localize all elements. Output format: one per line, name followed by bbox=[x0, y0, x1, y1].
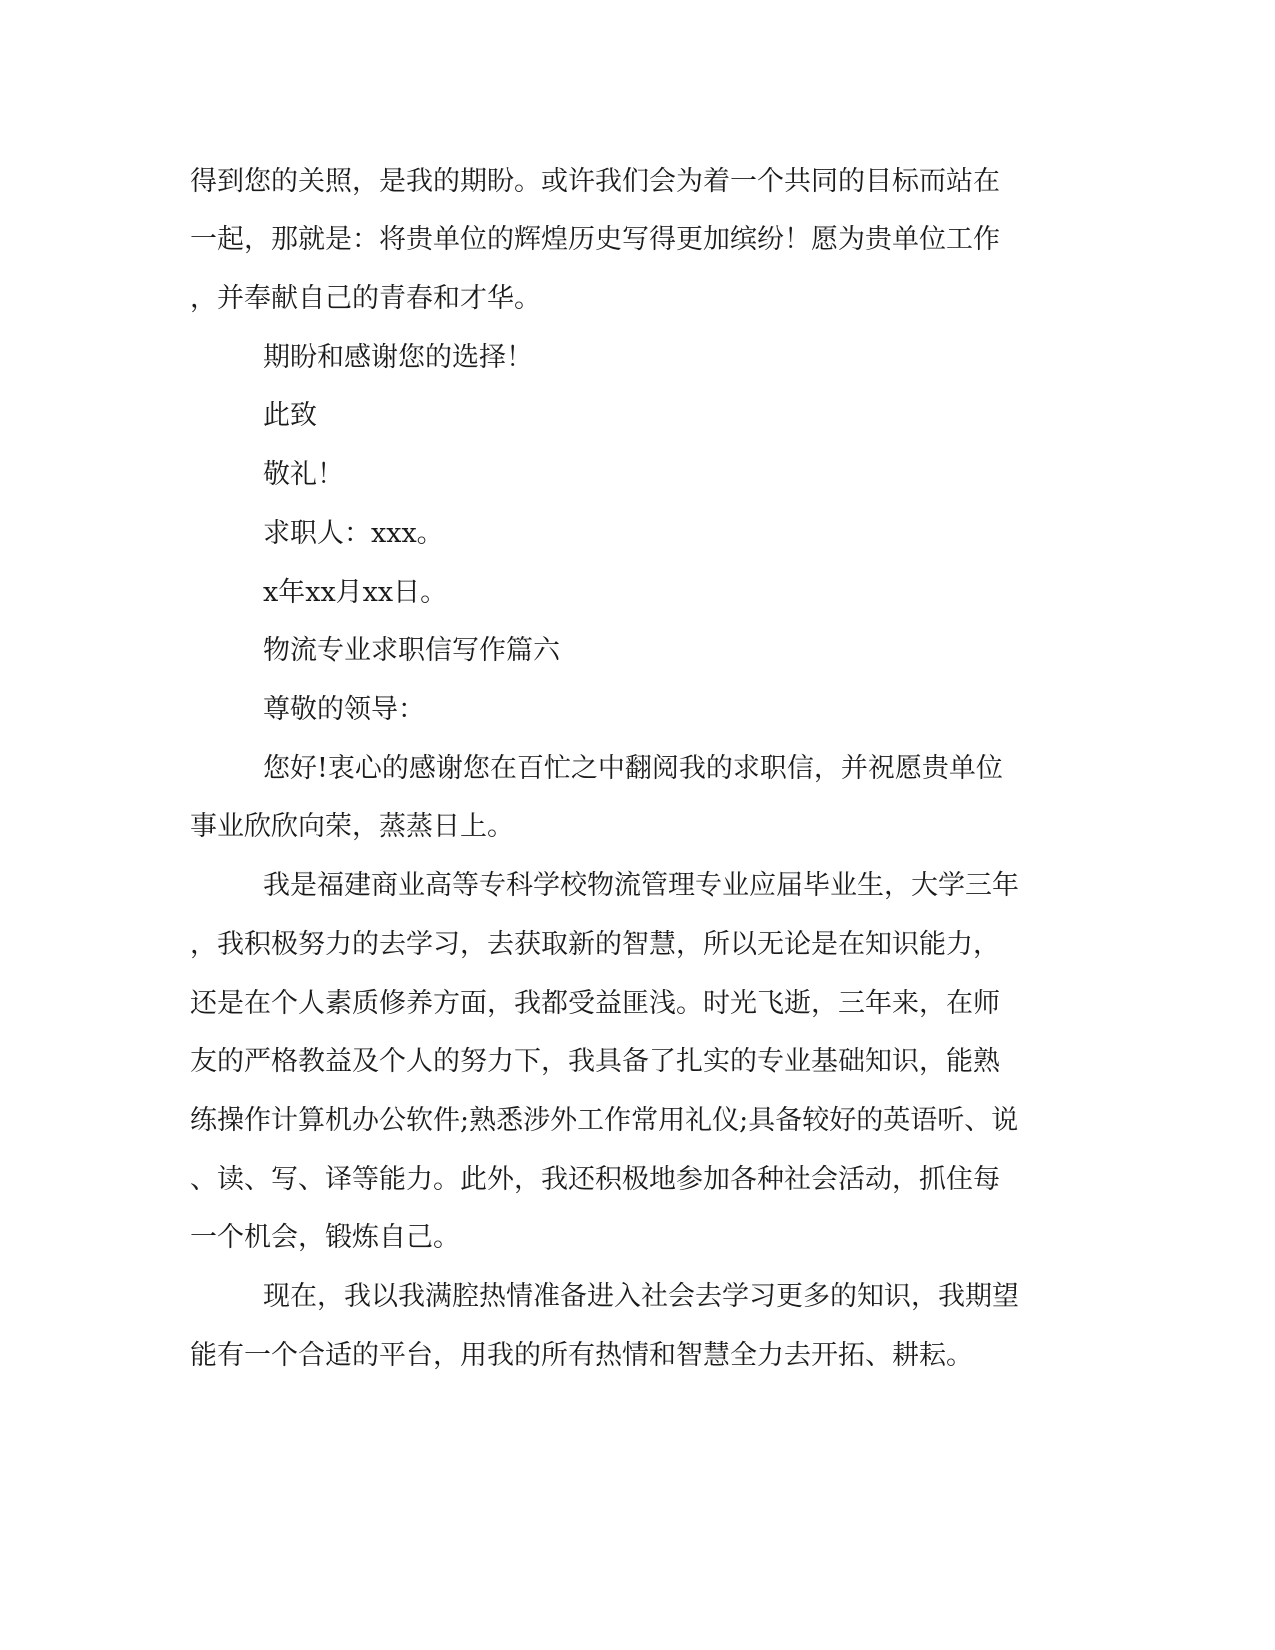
paragraph-line: 还是在个人素质修养方面，我都受益匪浅。时光飞逝，三年来，在师 bbox=[190, 988, 1000, 1019]
paragraph-line: ，我积极努力的去学习，去获取新的智慧，所以无论是在知识能力， bbox=[190, 929, 1000, 960]
paragraph-line: 您好!衷心的感谢您在百忙之中翻阅我的求职信，并祝愿贵单位 bbox=[263, 753, 1003, 784]
paragraph-line: 练操作计算机办公软件;熟悉涉外工作常用礼仪;具备较好的英语听、说 bbox=[190, 1105, 1019, 1136]
paragraph-line: 现在，我以我满腔热情准备进入社会去学习更多的知识，我期望 bbox=[263, 1281, 1019, 1312]
paragraph-line: 一起，那就是：将贵单位的辉煌历史写得更加缤纷！愿为贵单位工作 bbox=[190, 224, 1000, 255]
paragraph-line: 我是福建商业高等专科学校物流管理专业应届毕业生，大学三年 bbox=[263, 870, 1019, 901]
closing-line: 期盼和感谢您的选择！ bbox=[263, 342, 533, 373]
salutation-line: 此致 bbox=[263, 400, 317, 431]
signature-line: 求职人：xxx。 bbox=[263, 518, 444, 549]
date-line: x年xx月xx日。 bbox=[263, 577, 448, 608]
paragraph-line: 事业欣欣向荣，蒸蒸日上。 bbox=[190, 811, 514, 842]
section-title: 物流专业求职信写作篇六 bbox=[263, 635, 560, 666]
paragraph-line: 友的严格教益及个人的努力下，我具备了扎实的专业基础知识，能熟 bbox=[190, 1046, 1000, 1077]
paragraph-line: 、读、写、译等能力。此外，我还积极地参加各种社会活动，抓住每 bbox=[190, 1164, 1000, 1195]
paragraph-line: 一个机会，锻炼自己。 bbox=[190, 1222, 460, 1253]
paragraph-line: 能有一个合适的平台，用我的所有热情和智慧全力去开拓、耕耘。 bbox=[190, 1340, 973, 1371]
greeting-line: 尊敬的领导： bbox=[263, 694, 425, 725]
salutation-line: 敬礼！ bbox=[263, 459, 344, 490]
paragraph-line: ，并奉献自己的青春和才华。 bbox=[190, 283, 541, 314]
paragraph-line: 得到您的关照，是我的期盼。或许我们会为着一个共同的目标而站在 bbox=[190, 166, 1000, 197]
